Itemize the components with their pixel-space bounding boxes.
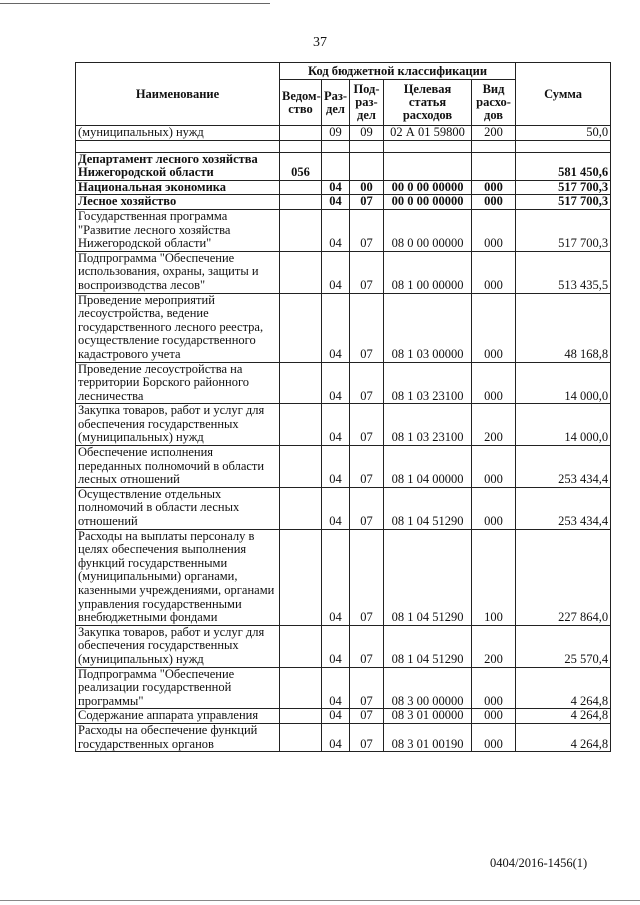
cell-target: 08 3 01 00000 xyxy=(384,709,472,724)
cell-sum: 4 264,8 xyxy=(516,667,611,709)
cell-vid: 000 xyxy=(472,667,516,709)
page-number: 37 xyxy=(313,35,327,50)
cell-podrazdel: 07 xyxy=(350,667,384,709)
cell-vid: 000 xyxy=(472,209,516,251)
table-header xyxy=(76,63,611,126)
cell-razdel: 04 xyxy=(322,209,350,251)
table-row xyxy=(76,529,611,625)
table-row xyxy=(76,180,611,195)
cell-name: (муниципальных) нужд xyxy=(76,126,280,141)
document-code: 0404/2016-1456(1) xyxy=(490,856,588,870)
cell-sum: 517 700,3 xyxy=(516,209,611,251)
cell-sum: 253 434,4 xyxy=(516,487,611,529)
cell-vedomstvo xyxy=(280,293,322,362)
cell-name: Национальная экономика xyxy=(76,180,280,195)
cell-sum: 14 000,0 xyxy=(516,362,611,404)
cell-vid: 200 xyxy=(472,625,516,667)
cell-podrazdel: 07 xyxy=(350,404,384,446)
cell-podrazdel xyxy=(350,152,384,180)
header-podrazdel: Под-раз-дел xyxy=(350,80,384,126)
cell-vedomstvo xyxy=(280,625,322,667)
cell-razdel xyxy=(322,152,350,180)
cell-sum: 14 000,0 xyxy=(516,404,611,446)
cell-vid: 000 xyxy=(472,251,516,293)
header-code-group: Код бюджетной классификации xyxy=(280,63,516,80)
cell-vedomstvo xyxy=(280,362,322,404)
cell-podrazdel: 07 xyxy=(350,251,384,293)
cell-vedomstvo xyxy=(280,709,322,724)
cell-vid: 000 xyxy=(472,180,516,195)
cell-target: 08 3 01 00190 xyxy=(384,723,472,751)
cell-vedomstvo xyxy=(280,209,322,251)
cell-target xyxy=(384,152,472,180)
header-vid: Вид расхо-дов xyxy=(472,80,516,126)
cell-razdel: 04 xyxy=(322,195,350,210)
header-target: Целевая статья расходов xyxy=(384,80,472,126)
cell-razdel: 04 xyxy=(322,723,350,751)
cell-vid: 000 xyxy=(472,487,516,529)
cell-sum: 517 700,3 xyxy=(516,180,611,195)
table-row xyxy=(76,152,611,180)
cell-vedomstvo: 056 xyxy=(280,152,322,180)
cell-razdel: 04 xyxy=(322,180,350,195)
cell-vid: 000 xyxy=(472,446,516,488)
cell-podrazdel xyxy=(350,140,384,152)
cell-razdel: 09 xyxy=(322,126,350,141)
bottom-rule xyxy=(0,900,640,901)
cell-target: 08 1 03 23100 xyxy=(384,404,472,446)
cell-target: 08 1 00 00000 xyxy=(384,251,472,293)
cell-podrazdel: 07 xyxy=(350,529,384,625)
table-row xyxy=(76,362,611,404)
table-row xyxy=(76,293,611,362)
cell-target: 08 1 04 51290 xyxy=(384,625,472,667)
cell-razdel: 04 xyxy=(322,251,350,293)
table-body xyxy=(76,126,611,752)
cell-name: Департамент лесного хозяйства Нижегородской области xyxy=(76,152,280,180)
cell-podrazdel: 07 xyxy=(350,487,384,529)
cell-podrazdel: 07 xyxy=(350,723,384,751)
cell-vedomstvo xyxy=(280,195,322,210)
cell-name: Расходы на выплаты персоналу в целях обеспечения выполнения функций государственными (муниципальными) органами, казенными учреждениями, органами управления государственными внебюджетными фондами xyxy=(76,529,280,625)
cell-sum: 253 434,4 xyxy=(516,446,611,488)
table-row xyxy=(76,195,611,210)
table-row xyxy=(76,209,611,251)
cell-razdel: 04 xyxy=(322,529,350,625)
table-row xyxy=(76,404,611,446)
cell-razdel: 04 xyxy=(322,362,350,404)
cell-target: 08 1 04 51290 xyxy=(384,529,472,625)
table-row xyxy=(76,667,611,709)
cell-vid: 200 xyxy=(472,404,516,446)
cell-target: 08 1 04 00000 xyxy=(384,446,472,488)
header-name: Наименование xyxy=(76,63,280,126)
cell-vedomstvo xyxy=(280,126,322,141)
cell-name: Содержание аппарата управления xyxy=(76,709,280,724)
cell-name: Закупка товаров, работ и услуг для обеспечения государственных (муниципальных) нужд xyxy=(76,625,280,667)
cell-vedomstvo xyxy=(280,723,322,751)
cell-name: Расходы на обеспечение функций государственных органов xyxy=(76,723,280,751)
cell-razdel: 04 xyxy=(322,667,350,709)
cell-name: Проведение мероприятий лесоустройства, ведение государственного лесного реестра, осуществление государственного кадастрового учета xyxy=(76,293,280,362)
cell-vedomstvo xyxy=(280,180,322,195)
cell-podrazdel: 07 xyxy=(350,293,384,362)
cell-target: 08 0 00 00000 xyxy=(384,209,472,251)
cell-vedomstvo xyxy=(280,251,322,293)
table-row xyxy=(76,446,611,488)
cell-vid: 000 xyxy=(472,362,516,404)
cell-name: Закупка товаров, работ и услуг для обеспечения государственных (муниципальных) нужд xyxy=(76,404,280,446)
cell-sum: 513 435,5 xyxy=(516,251,611,293)
cell-name: Лесное хозяйство xyxy=(76,195,280,210)
cell-vid: 000 xyxy=(472,293,516,362)
cell-vedomstvo xyxy=(280,404,322,446)
cell-target: 08 1 03 00000 xyxy=(384,293,472,362)
cell-target: 08 3 00 00000 xyxy=(384,667,472,709)
top-rule xyxy=(0,3,270,4)
cell-podrazdel: 07 xyxy=(350,209,384,251)
cell-target: 00 0 00 00000 xyxy=(384,180,472,195)
cell-sum: 517 700,3 xyxy=(516,195,611,210)
cell-name: Обеспечение исполнения переданных полномочий в области лесных отношений xyxy=(76,446,280,488)
cell-sum: 48 168,8 xyxy=(516,293,611,362)
cell-sum: 4 264,8 xyxy=(516,709,611,724)
cell-target xyxy=(384,140,472,152)
cell-sum xyxy=(516,140,611,152)
cell-name: Осуществление отдельных полномочий в области лесных отношений xyxy=(76,487,280,529)
cell-target: 08 1 03 23100 xyxy=(384,362,472,404)
cell-razdel: 04 xyxy=(322,446,350,488)
cell-name: Проведение лесоустройства на территории Борского районного лесничества xyxy=(76,362,280,404)
cell-sum: 227 864,0 xyxy=(516,529,611,625)
cell-podrazdel: 09 xyxy=(350,126,384,141)
cell-vid: 100 xyxy=(472,529,516,625)
header-razdel: Раз-дел xyxy=(322,80,350,126)
cell-vedomstvo xyxy=(280,667,322,709)
cell-razdel: 04 xyxy=(322,404,350,446)
header-vedomstvo: Ведом-ство xyxy=(280,80,322,126)
cell-razdel xyxy=(322,140,350,152)
budget-table xyxy=(75,62,611,752)
table-row xyxy=(76,723,611,751)
cell-podrazdel: 07 xyxy=(350,362,384,404)
cell-podrazdel: 07 xyxy=(350,709,384,724)
cell-vid: 000 xyxy=(472,195,516,210)
cell-target: 00 0 00 00000 xyxy=(384,195,472,210)
cell-name: Государственная программа "Развитие лесного хозяйства Нижегородской области" xyxy=(76,209,280,251)
cell-vid: 200 xyxy=(472,126,516,141)
cell-vid: 000 xyxy=(472,709,516,724)
cell-target: 02 А 01 59800 xyxy=(384,126,472,141)
cell-podrazdel: 07 xyxy=(350,195,384,210)
cell-name: Подпрограмма "Обеспечение использования, охраны, защиты и воспроизводства лесов" xyxy=(76,251,280,293)
cell-razdel: 04 xyxy=(322,625,350,667)
cell-name: Подпрограмма "Обеспечение реализации государственной программы" xyxy=(76,667,280,709)
cell-vid: 000 xyxy=(472,723,516,751)
table-row xyxy=(76,126,611,141)
table-row xyxy=(76,487,611,529)
cell-razdel: 04 xyxy=(322,487,350,529)
cell-vid xyxy=(472,152,516,180)
cell-podrazdel: 00 xyxy=(350,180,384,195)
cell-target: 08 1 04 51290 xyxy=(384,487,472,529)
cell-razdel: 04 xyxy=(322,709,350,724)
cell-vedomstvo xyxy=(280,487,322,529)
table-row xyxy=(76,625,611,667)
table-row xyxy=(76,251,611,293)
cell-razdel: 04 xyxy=(322,293,350,362)
cell-podrazdel: 07 xyxy=(350,625,384,667)
cell-sum: 581 450,6 xyxy=(516,152,611,180)
cell-vedomstvo xyxy=(280,140,322,152)
header-sum: Сумма xyxy=(516,63,611,126)
cell-vedomstvo xyxy=(280,446,322,488)
table-row xyxy=(76,140,611,152)
cell-sum: 50,0 xyxy=(516,126,611,141)
cell-sum: 25 570,4 xyxy=(516,625,611,667)
cell-name xyxy=(76,140,280,152)
table-row xyxy=(76,709,611,724)
cell-vid xyxy=(472,140,516,152)
cell-vedomstvo xyxy=(280,529,322,625)
cell-sum: 4 264,8 xyxy=(516,723,611,751)
cell-podrazdel: 07 xyxy=(350,446,384,488)
